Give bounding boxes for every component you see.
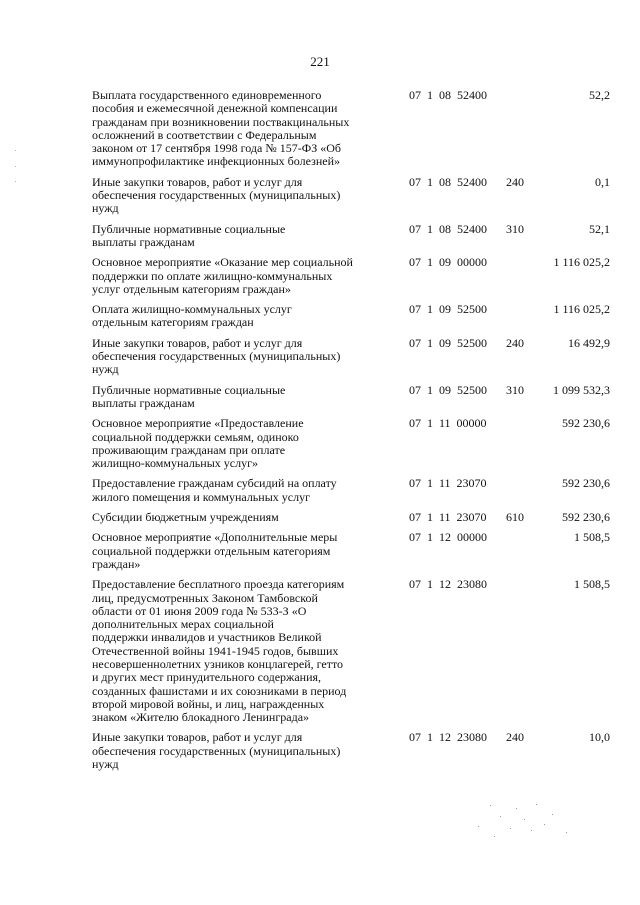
item-code: 07 1 11 00000 (409, 416, 487, 431)
table-row (92, 303, 612, 330)
item-amount: 52,1 (589, 221, 610, 236)
page-number: 221 (310, 54, 330, 69)
item-name: Основное мероприятие «Оказание мер социальной поддержки по оплате жилищно-коммунальных услуг отдельным категориям граждан» (92, 255, 353, 296)
table-row (92, 511, 612, 524)
item-code: 07 1 12 23080 (409, 730, 487, 745)
item-amount: 592 230,6 (562, 510, 610, 525)
item-code: 07 1 12 23080 (409, 577, 487, 592)
item-code: 07 1 11 23070 (409, 476, 487, 491)
item-amount: 1 508,5 (574, 577, 610, 592)
budget-table (92, 89, 612, 778)
item-code: 07 1 12 00000 (409, 530, 487, 545)
item-code: 07 1 09 00000 (409, 255, 487, 270)
table-row (92, 578, 612, 724)
item-amount: 52,2 (589, 88, 610, 102)
item-code: 07 1 09 52500 (409, 335, 487, 350)
item-amount: 592 230,6 (562, 476, 610, 491)
table-row (92, 223, 612, 250)
item-code: 07 1 08 52400 (409, 88, 487, 102)
item-name: Иные закупки товаров, работ и услуг для обеспечения государственных (муниципальных) нужд (92, 335, 341, 377)
expense-type-code: 240 (506, 174, 524, 189)
item-name: Предоставление гражданам субсидий на оплату жилого помещения и коммунальных услуг (92, 476, 337, 504)
item-code: 07 1 09 52500 (409, 382, 487, 397)
item-code: 07 1 08 52400 (409, 174, 487, 189)
item-amount: 1 099 532,3 (553, 382, 610, 397)
table-row (92, 89, 612, 169)
item-amount: 0,1 (595, 174, 610, 189)
item-name: Оплата жилищно-коммунальных услуг отдельным категориям граждан (92, 302, 292, 330)
item-amount: 16 492,9 (568, 335, 610, 350)
item-name: Выплата государственного единовременного пособия и ежемесячной денежной компенсации гражданам при возникновении поствакцинальных осложнений в соответствии с Федеральным законом от 17 сентября 1998 года № 157-ФЗ «Об иммунопрофилактике инфекционных болезней» (92, 88, 350, 169)
expense-type-code: 310 (506, 382, 524, 397)
item-code: 07 1 11 23070 (409, 510, 487, 525)
item-amount: 1 508,5 (574, 530, 610, 545)
table-row (92, 384, 612, 411)
expense-type-code: 310 (506, 221, 524, 236)
item-name: Предоставление бесплатного проезда категориям лиц, предусмотренных Законом Тамбовской области от 01 июня 2009 года № 533-З «О дополнительных мерах социальной поддержки инвалидов и участников Великой Отечественной войны 1941-1945 годов, бывших несовершеннолетних узников концлагерей, гетто и других мест принудительного содержания, созданных фашистами и их союзниками в период второй мировой войны, и лиц, награжденных знаком «Жителю блокадного Ленинграда» (92, 577, 347, 725)
item-amount: 1 116 025,2 (553, 302, 610, 317)
item-code: 07 1 09 52500 (409, 302, 487, 317)
table-row (92, 477, 612, 504)
item-amount: 592 230,6 (562, 416, 610, 431)
item-code: 07 1 08 52400 (409, 221, 487, 236)
item-name: Субсидии бюджетным учреждениям (92, 510, 279, 525)
table-row (92, 337, 612, 377)
item-amount: 1 116 025,2 (553, 255, 610, 270)
item-name: Публичные нормативные социальные выплаты гражданам (92, 221, 286, 249)
table-row (92, 417, 612, 470)
item-amount: 10,0 (589, 730, 610, 745)
scan-noise (470, 802, 580, 842)
table-row (92, 731, 612, 771)
table-row (92, 256, 612, 296)
table-row (92, 176, 612, 216)
expense-type-code: 240 (506, 730, 524, 745)
item-name: Иные закупки товаров, работ и услуг для обеспечения государственных (муниципальных) нужд (92, 174, 341, 216)
item-name: Публичные нормативные социальные выплаты гражданам (92, 382, 286, 410)
item-name: Основное мероприятие «Предоставление социальной поддержки семьям, одиноко проживающим гражданам при оплате жилищно-коммунальных услуг» (92, 416, 304, 471)
item-name: Основное мероприятие «Дополнительные меры социальной поддержки отдельным категориям граждан» (92, 530, 338, 571)
scan-margin-mark (15, 150, 16, 190)
table-row (92, 531, 612, 571)
item-name: Иные закупки товаров, работ и услуг для обеспечения государственных (муниципальных) нужд (92, 730, 341, 772)
expense-type-code: 610 (506, 510, 524, 525)
expense-type-code: 240 (506, 335, 524, 350)
